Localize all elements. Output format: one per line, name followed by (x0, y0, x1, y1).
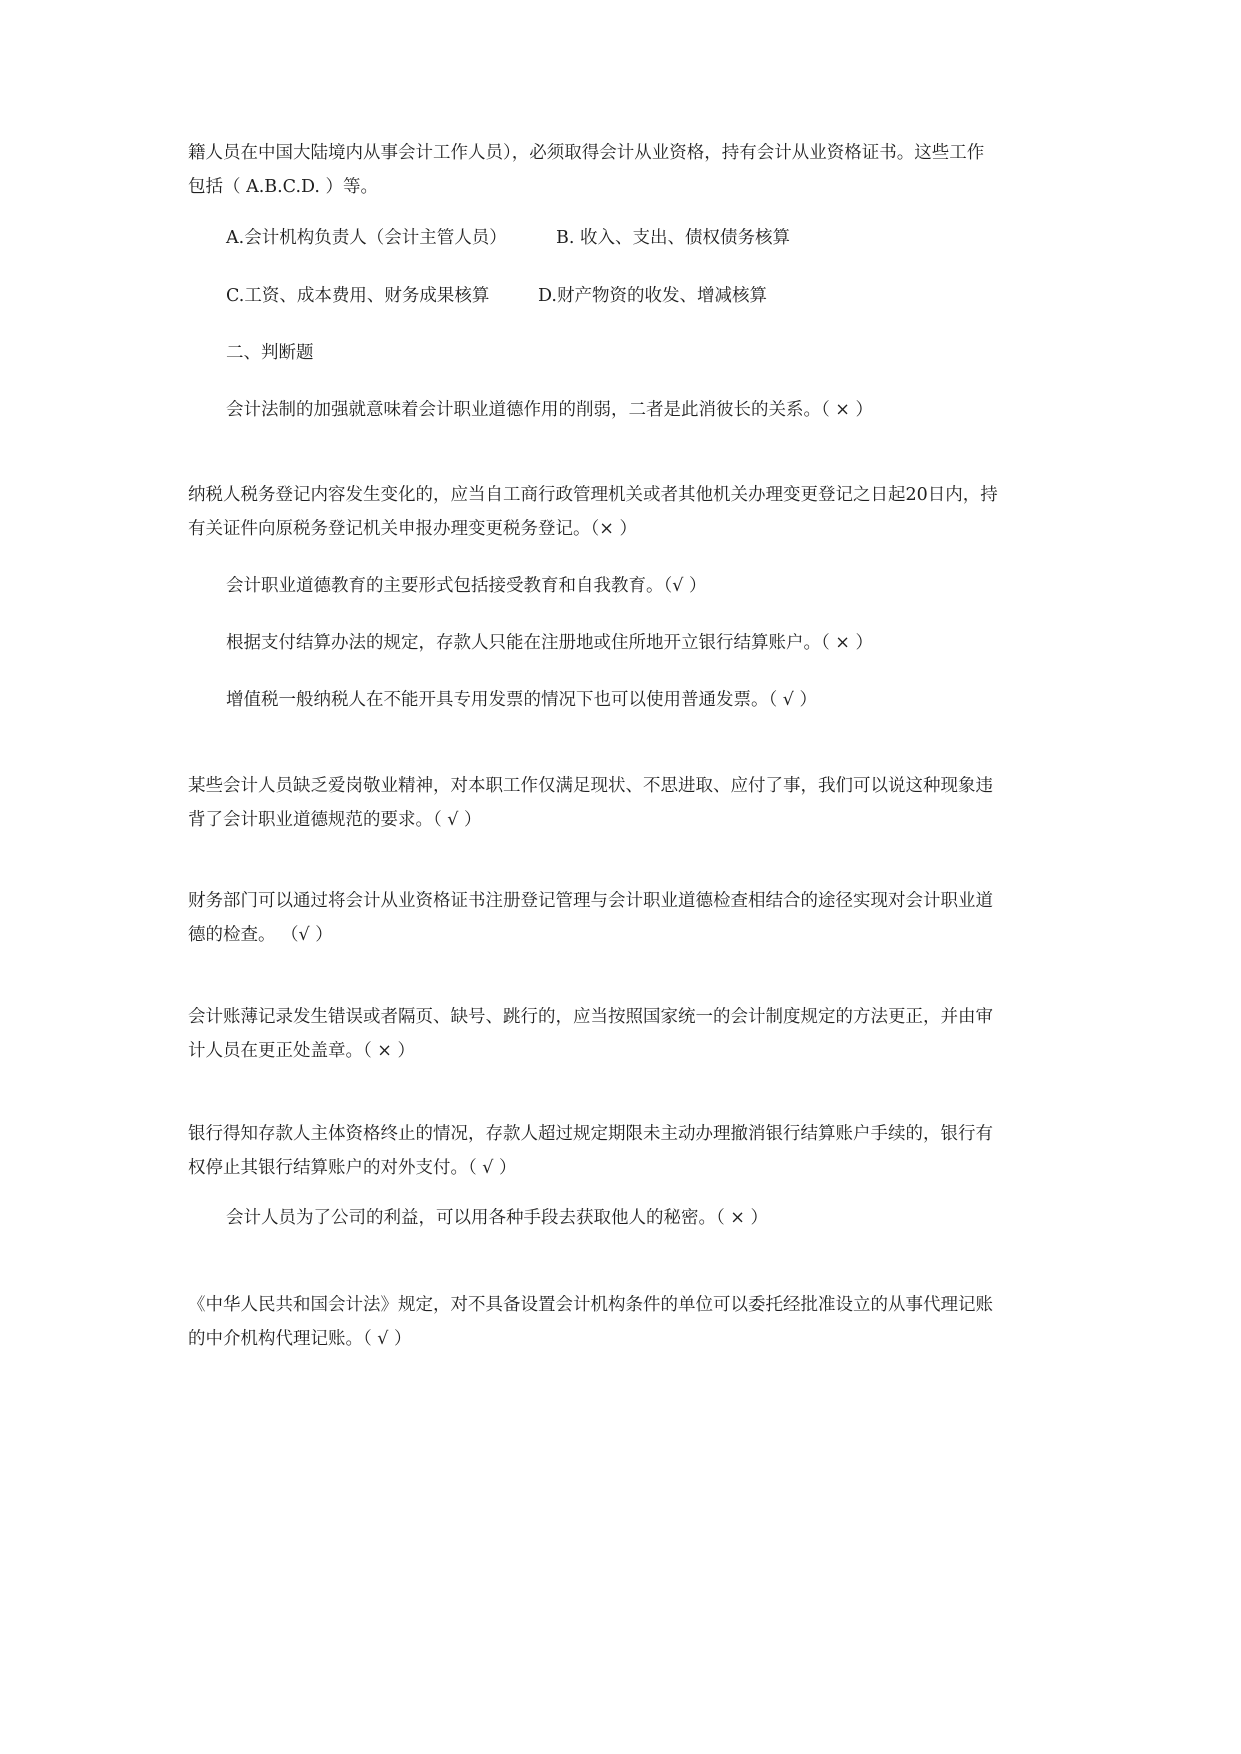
option-c: C.工资、成本费用、财务成果核算 (226, 286, 490, 306)
item-line: 会计人员为了公司的利益，可以用各种手段去获取他人的秘密。（ × ） (226, 1208, 769, 1228)
item-line: 有关证件向原税务登记机关申报办理变更税务登记。（× ） (188, 519, 637, 539)
judgment-item-8 (188, 1000, 1058, 1068)
section-title: 二、判断题 (226, 343, 314, 363)
judgment-item-4 (226, 628, 873, 658)
judgment-item-9 (188, 1117, 1058, 1185)
item-line: 的中介机构代理记账。（ √ ） (188, 1329, 412, 1349)
judgment-item-7 (188, 884, 1058, 952)
item-line: 增值税一般纳税人在不能开具专用发票的情况下也可以使用普通发票。（ √ ） (226, 690, 818, 710)
item-line: 会计账薄记录发生错误或者隔页、缺号、跳行的，应当按照国家统一的会计制度规定的方法更正，并由审 (188, 1007, 993, 1027)
option-b: B. 收入、支出、债权债务核算 (556, 228, 790, 248)
intro-paragraph (188, 136, 1058, 204)
judgment-item-11 (188, 1288, 1058, 1356)
option-d: D.财产物资的收发、增减核算 (538, 286, 767, 306)
item-line: 纳税人税务登记内容发生变化的，应当自工商行政管理机关或者其他机关办理变更登记之日起20日内，持 (188, 485, 998, 505)
item-line: 某些会计人员缺乏爱岗敬业精神，对本职工作仅满足现状、不思进取、应付了事，我们可以说这种现象违 (188, 776, 993, 796)
item-line: 《中华人民共和国会计法》规定，对不具备设置会计机构条件的单位可以委托经批准设立的从事代理记账 (188, 1295, 993, 1315)
item-line: 财务部门可以通过将会计从业资格证书注册登记管理与会计职业道德检查相结合的途径实现对会计职业道 (188, 891, 993, 911)
item-line: 会计法制的加强就意味着会计职业道德作用的削弱，二者是此消彼长的关系。（ × ） (226, 400, 874, 420)
judgment-item-3 (226, 571, 706, 601)
judgment-item-2 (188, 478, 1058, 546)
option-a: A.会计机构负责人（会计主管人员） (226, 228, 507, 248)
judgment-item-10 (226, 1203, 768, 1233)
item-line: 权停止其银行结算账户的对外支付。（ √ ） (188, 1158, 517, 1178)
item-line: 计人员在更正处盖章。（ × ） (188, 1041, 416, 1061)
judgment-item-6 (188, 769, 1058, 837)
judgment-item-5 (226, 685, 817, 715)
item-line: 银行得知存款人主体资格终止的情况，存款人超过规定期限未主动办理撤消银行结算账户手续的，银行有 (188, 1124, 993, 1144)
item-line: 背了会计职业道德规范的要求。（ √ ） (188, 810, 482, 830)
intro-line-2: 包括（ A.B.C.D. ）等。 (188, 177, 379, 197)
item-line: 会计职业道德教育的主要形式包括接受教育和自我教育。（√ ） (226, 576, 707, 596)
intro-line-1: 籍人员在中国大陆境内从事会计工作人员），必须取得会计从业资格，持有会计从业资格证书。这些工作 (188, 143, 985, 163)
item-line: 根据支付结算办法的规定，存款人只能在注册地或住所地开立银行结算账户。（ × ） (226, 633, 874, 653)
judgment-item-1 (226, 395, 873, 425)
item-line: 德的检查。 （√ ） (188, 925, 333, 945)
